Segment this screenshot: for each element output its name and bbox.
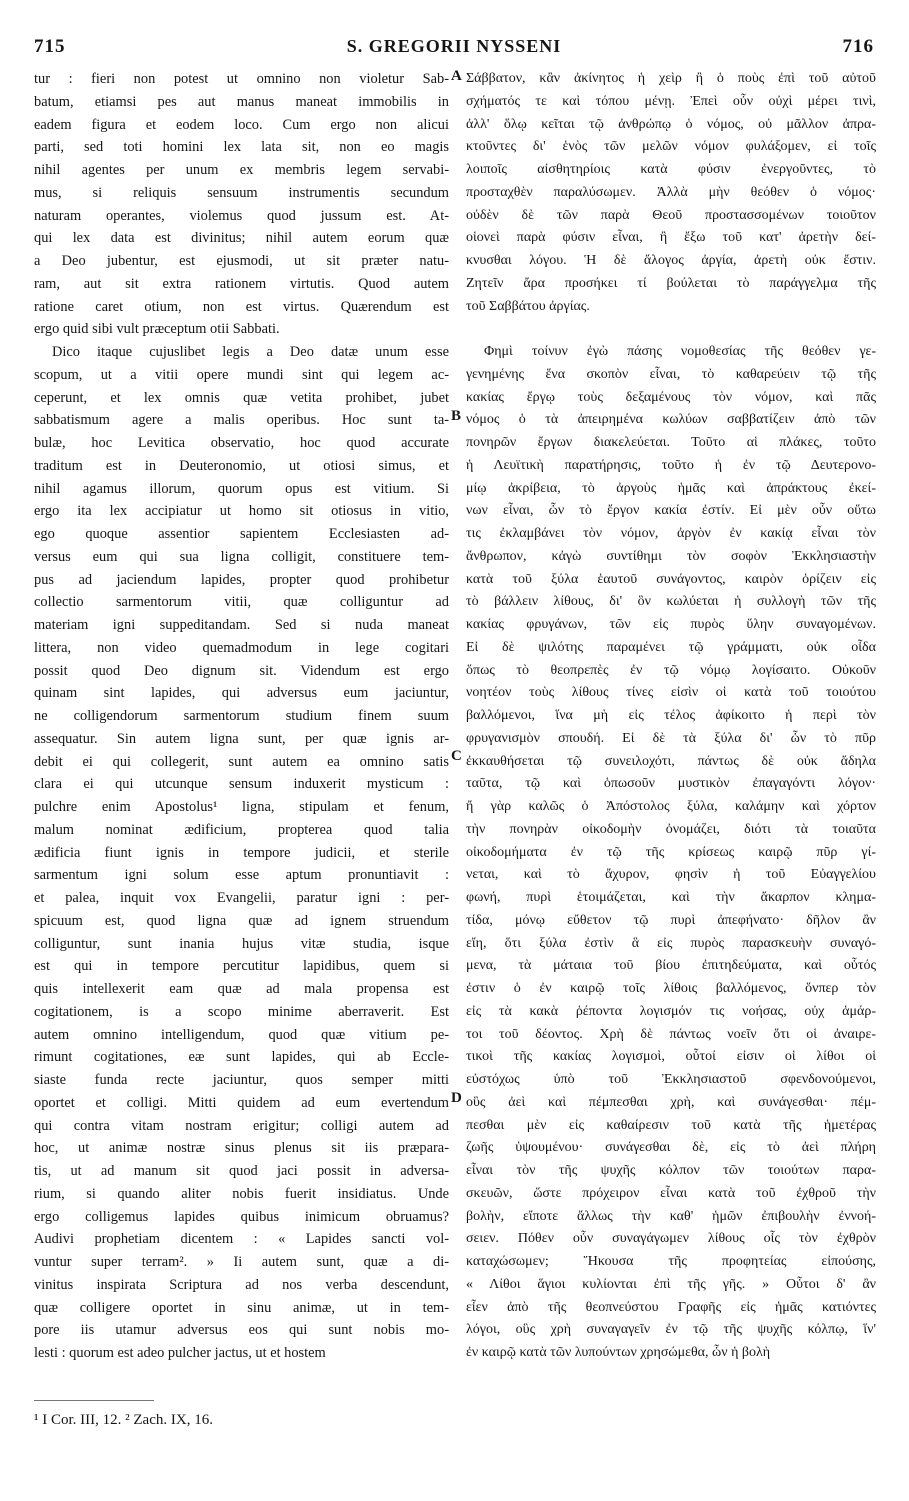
- text-line: εἴη, ὅτι ξύλα ἐστὶν ἃ εἰς πυρὸς παρασκευὴν συναγό-: [466, 935, 876, 951]
- text-line: μενα, τὰ μάταια τοῦ βίου ἐπιτηδεύματα, καὶ οὗτός: [466, 958, 876, 974]
- text-line: γενημένης ἕνα σκοπὸν εἶναι, τὸ καθαρεύειν τῷ τῆς: [466, 366, 876, 382]
- text-line: a Deo jubentur, est ejusmodi, ut sit præter natu-: [34, 253, 449, 269]
- text-line: versus eum qui sua ligna colligit, constituere tem-: [34, 548, 449, 565]
- text-line: qui lex data est divinitus; nihil autem eorum quæ: [34, 230, 449, 247]
- text-line: pus ad jaciendum lapides, propter quod prohibetur: [34, 571, 449, 588]
- text-line: pore iis utamur adversus eos qui sunt nobis mo-: [34, 1322, 449, 1339]
- text-line: νόμος ὁ τὰ ἀπειρημένα κωλύων σαββατίζειν ἀπὸ τῶν: [466, 412, 876, 428]
- text-line: sabbatismum agere a malis operibus. Hoc sunt ta-: [34, 412, 449, 429]
- text-line: batum, etiamsi pes aut manus maneat immobilis in: [34, 93, 449, 110]
- text-line: πεσθαι μὲν εἰς καθαίρεσιν τοῦ κατὰ τῆς ἡμετέρας: [466, 1117, 876, 1133]
- text-line: εἶναι τὸν τῆς ψυχῆς κόλπον τῶν τοιούτων παρα-: [466, 1163, 876, 1178]
- text-line: ram, aut sit extra rationem virtutis. Quod autem: [34, 275, 449, 292]
- text-line: ædificia fiunt ignis in tempore judicii, et sterile: [34, 844, 449, 861]
- text-line: ergo ita lex accipiatur ut homo sit otiosus in vitio,: [34, 503, 449, 520]
- text-line: κτοῦντες δι' ἑνὸς τῶν μελῶν νόμον φυλάξομεν, εἰ τοῖς: [466, 139, 876, 155]
- text-line: τις ἐκλαμβάνει τὸν νόμον, ἀργὸν ἐν κακίᾳ εἶναι τὸν: [466, 526, 876, 541]
- text-line: quis intellexerit eam quæ ad mala propensa est: [34, 981, 449, 997]
- text-line: colliguntur, sunt inania hujus vitæ studia, isque: [34, 935, 449, 952]
- text-line: κατὰ τοῦ ξύλα ἑαυτοῦ συνάγοντος, καιρὸν ὁρίζειν εἰς: [466, 571, 876, 587]
- text-line: εἰς τὰ κακὰ ῥέποντα λογισμόν τις νοήσας, οὐχ ἁμάρ-: [466, 1003, 876, 1019]
- text-line: ἤ γὰρ καλῶς ὁ Ἀπόστολος ξύλα, καλάμην καὶ χόρτον: [466, 799, 876, 814]
- text-line: ego quoque assentior sapientem Ecclesiasten ad-: [34, 526, 449, 542]
- text-line: νοητέον τοὺς λίθους τίνες εἰσὶν οἱ κατὰ τοῦ τοιούτου: [466, 685, 876, 701]
- text-line: οἱονεὶ παρὰ φύσιν εἶναι, ἢ ἔξω τοῦ κατ' ἀρετὴν δεί-: [466, 230, 876, 246]
- text-line: βαλλόμενοι, ἵνα μὴ εἰς τέλος ἀφίκοιτο ἡ περὶ τὸν: [466, 708, 876, 723]
- text-line: bulæ, hoc Levitica observatio, hoc quod accurate: [34, 435, 449, 451]
- text-line: μίῳ ἀκρίβεια, τὸ ἀργοὺς ἡμᾶς καὶ ἀπράκτους ἐκεί-: [466, 480, 876, 496]
- text-line: sarmentum igni solum esse aptum pronuntiavit :: [34, 867, 449, 884]
- footnote-rule: [34, 1400, 154, 1401]
- text-line: parti, sed toti homini lex lata sit, non eo magis: [34, 139, 449, 156]
- paragraph-gap: [466, 318, 876, 341]
- text-line: est qui in tempore percutitur lapidibus, quem si: [34, 958, 449, 975]
- text-line: Φημὶ τοίνυν ἐγὼ πάσης νομοθεσίας τῆς θεόθεν γε-: [484, 344, 876, 359]
- running-header: [34, 36, 874, 60]
- text-line: Εἰ δὲ ψιλότης παραμένει τῷ γράμματι, οὐκ οἶδα: [466, 639, 876, 655]
- page-number-right: 716: [842, 36, 874, 57]
- text-line: τὴν πονηρὰν οἰκοδομὴν ὀνομάζει, διότι τὰ τοιαῦτα: [466, 821, 876, 837]
- text-line: ἄνθρωπον, κἀγὼ συντίθημι τὸν σοφὸν Ἐκκλησιαστὴν: [466, 548, 876, 564]
- text-line: scopum, ut a vitii opere mundi sint qui legem ac-: [34, 366, 449, 383]
- text-line: vuntur super terram². » Ii autem sunt, quæ a di-: [34, 1254, 449, 1270]
- text-line: hoc, ut animæ nostræ sinus plenus sit iis præpara-: [34, 1140, 449, 1157]
- text-line: φρυγανισμὸν σπουδή. Εἰ δὲ τὰ ξύλα δι' ὧν τὸ πῦρ: [466, 730, 876, 746]
- text-line: τίδα, μόνῳ εὔθετον τῷ πυρὶ ἀπεφήνατο· δῆλον ἂν: [466, 912, 876, 928]
- text-line: debit ei qui collegerit, sunt autem ea omnino satis: [34, 753, 449, 770]
- text-line: Dico itaque cujuslibet legis a Deo datæ unum esse: [52, 344, 449, 360]
- text-line: autem omnino intelligendum, quod quæ vitium pe-: [34, 1026, 449, 1043]
- text-line: φωνή, πυρὶ ἑτοιμάζεται, καὶ τὴν ἄκαρπον κλημα-: [466, 890, 876, 905]
- text-line: ἐστιν ὁ ἐν καιρῷ τοῖς λίθοις βαλλόμενος, ὅνπερ τὸν: [466, 981, 876, 996]
- text-line: ergo quid sibi vult præceptum otii Sabbati.: [34, 321, 280, 338]
- text-line: clara ei qui utcunque sensum induxerit mysticum :: [34, 776, 449, 793]
- text-line: tis, ut ad manum sit quod jaci possit in adversa-: [34, 1163, 449, 1179]
- text-line: τικοὶ τῆς κακίας λογισμοὶ, οὗτοί εἰσιν οἱ λίθοι οἱ: [466, 1049, 876, 1065]
- text-line: ἡ Λευϊτικὴ παρατήρησις, τοῦτο ἡ ἐν τῷ Δευτερονο-: [466, 457, 876, 473]
- text-line: ergo colligemus lapides quibus inimicum obruamus?: [34, 1208, 449, 1225]
- text-line: qui contra vitam nostram erigitur; colligi autem ad: [34, 1117, 449, 1134]
- text-line: οὓς ἀεὶ καὶ πέμπεσθαι χρὴ, καὶ συνάγεσθαι· πέμ-: [466, 1094, 876, 1110]
- text-line: cogitationem, is a scopo minime aberraverit. Est: [34, 1003, 449, 1020]
- text-line: rimunt cogitationes, eæ sunt lapides, qui ab Eccle-: [34, 1049, 449, 1066]
- text-line: assequatur. Sin autem ligna sunt, per quæ ignis ar-: [34, 730, 449, 747]
- text-line: quæ colligere oportet in sinu animæ, ut in tem-: [34, 1299, 449, 1316]
- text-line: materiam igni suppeditandam. Sed si nuda maneat: [34, 617, 449, 633]
- text-line: ceperunt, et lex omnis quæ vetita prohibet, jubet: [34, 389, 449, 406]
- text-line: τοι τοῦ δέοντος. Χρὴ δὲ πάντως νοεῖν ὅτι οἱ ἀναιρε-: [466, 1026, 876, 1042]
- running-title: S. GREGORII NYSSENI: [346, 36, 562, 56]
- text-line: collectio sarmentorum vitii, quæ colliguntur ad: [34, 594, 449, 611]
- text-line: pulchre enim Apostolus¹ ligna, stipulam et fenum,: [34, 799, 449, 815]
- text-line: οὐδὲν δὲ τῶν παρὰ Θεοῦ προστασσομένων τοιοῦτον: [466, 207, 876, 223]
- text-line: nihil agamus illorum, quorum opus est vitium. Si: [34, 480, 449, 497]
- text-line: nihil agentes per unum ex membris legem servabi-: [34, 162, 449, 178]
- text-line: Σάββατον, κἂν ἀκίνητος ἡ χεὶρ ἢ ὁ ποὺς ἐπὶ τοῦ αὐτοῦ: [466, 71, 876, 86]
- page-number-left: 715: [34, 36, 66, 57]
- greek-column: [466, 68, 876, 1365]
- text-line: spicuum est, quod ligna quæ ad ignem struendum: [34, 912, 449, 929]
- text-line: naturam operantes, violemus quod jussum est. At-: [34, 207, 449, 224]
- latin-column: [34, 68, 449, 1365]
- text-line: οἰκοδομήματα ἐν τῷ τῆς κρίσεως καιρῷ πῦρ γί-: [466, 844, 876, 860]
- text-line: λοιποῖς αἰσθητηρίοις κατὰ φύσιν ἐνεργοῦντες, τὸ: [466, 162, 876, 177]
- text-line: νων εἶναι, ὧν τὸ ἔργον κακία ἐστίν. Εἰ μὲν οὖν οὕτω: [466, 503, 876, 519]
- text-line: τοῦ Σαββάτου ἀργίας.: [466, 298, 590, 314]
- text-line: Ζητεῖν ἄρα προσήκει τί βούλεται τὸ παράγγελμα τῆς: [466, 275, 876, 291]
- text-line: ζωῆς ὑψουμένου· συνάγεσθαι δὲ, εἰς τὸ ἀεὶ πλήρη: [466, 1140, 876, 1156]
- text-line: tur : fieri non potest ut omnino non violetur Sab-: [34, 71, 449, 87]
- text-line: τὸ βάλλειν λίθους, δι' ὃν κωλύεται ἡ συλλογὴ τῶν τῆς: [466, 594, 876, 610]
- text-line: et palea, inquit vox Evangelii, paratur igni : per-: [34, 890, 449, 906]
- section-marker-a: A: [451, 68, 462, 84]
- text-line: σκευῶν, ὥστε πρόχειρον εἶναι κατὰ τοῦ ἐχθροῦ τὴν: [466, 1185, 876, 1201]
- text-line: ἐν καιρῷ κατὰ τῶν λυπούντων χρησώμεθα, ὧν ἡ βολὴ: [466, 1345, 771, 1360]
- section-marker-d: D: [451, 1090, 462, 1106]
- text-line: ratione caret otium, non est virtus. Quærendum est: [34, 298, 449, 315]
- text-line: lesti : quorum est adeo pulcher jactus, ut et hostem: [34, 1345, 326, 1361]
- text-line: ἀλλ' ὅλῳ κεῖται τῷ ἀνθρώπῳ ὁ νόμος, οὐ μᾶλλον ἀπρα-: [466, 116, 876, 132]
- text-line: σειεν. Πόθεν οὖν συναγάγωμεν λίθους οἷς τὸν ἐχθρὸν: [466, 1231, 876, 1247]
- text-line: βολὴν, εἴποτε ἄλλως τὴν καθ' ἡμῶν ἐπιβουλὴν ἐννοή-: [466, 1208, 876, 1224]
- text-line: σχήματός τε καὶ τόπου μένῃ. Ἐπεὶ οὖν οὐχὶ μέρει τινὶ,: [466, 93, 876, 109]
- text-line: littera, non video quemadmodum in lege cogitari: [34, 639, 449, 656]
- text-line: ἐκκαυθήσεται τῷ συνειλοχότι, πάντως δὲ οὐκ ἄδηλα: [466, 753, 876, 769]
- text-line: Audivi prophetiam dicentem : « Lapides sancti vol-: [34, 1231, 449, 1248]
- text-line: siaste funda recte jaciuntur, quos semper mitti: [34, 1072, 449, 1088]
- text-line: κακίας ἔργῳ τοὺς δεξαμένους τὸν νόμον, καὶ πᾶς: [466, 389, 876, 405]
- text-line: ὅπως τὸ θεοπρεπὲς ἐν τῷ νόμῳ λογίσαιτο. Οὐκοῦν: [466, 662, 876, 678]
- text-line: κακίας φρυγάνων, τῶν εἰς πυρὸς ὕλην συναγομένων.: [466, 617, 876, 632]
- text-line: πονηρῶν ἔργων διακελεύεται. Τοῦτο αἱ πλάκες, τοῦτο: [466, 435, 876, 450]
- text-line: νεται, καὶ τὸ ἄχυρον, φησὶν ἡ τοῦ Εὐαγγελίου: [466, 867, 876, 883]
- footnote: ¹ I Cor. III, 12. ² Zach. IX, 16.: [34, 1412, 213, 1428]
- text-line: λόγοι, οὓς χρὴ συναγαγεῖν ἐν τῷ τῆς ψυχῆς κόλπῳ, ἵν': [466, 1322, 876, 1338]
- text-line: rium, si quando aliter nobis fuerit insidiatus. Unde: [34, 1185, 449, 1202]
- text-line: « Λίθοι ἅγιοι κυλίονται ἐπὶ τῆς γῆς. » Οὗτοι δ' ἂν: [466, 1276, 876, 1292]
- text-line: καταχώσωμεν; Ἤκουσα τῆς προφητείας εἰπούσης,: [466, 1254, 876, 1269]
- section-marker-b: B: [451, 408, 462, 424]
- text-line: εἶεν ἀπὸ τῆς θεοπνεύστου Γραφῆς εἰς ἡμᾶς κατιόντες: [466, 1299, 876, 1315]
- text-line: possit quod Deo dignum sit. Videndum est ergo: [34, 662, 449, 679]
- section-marker-c: C: [451, 748, 462, 764]
- text-line: κνυσθαι λόγου. Ἡ δὲ ἄλογος ἀργία, ἀρετὴ οὐκ ἔστιν.: [466, 253, 876, 268]
- text-line: vinitus inspirata Scriptura ad nos verba descendunt,: [34, 1276, 449, 1293]
- text-line: ne colligendorum sarmentorum studium finem suum: [34, 708, 449, 724]
- text-line: mus, si reliquis sensuum instrumentis secundum: [34, 184, 449, 201]
- text-line: oportet et colligi. Mitti quidem ad eum evertendum: [34, 1094, 449, 1111]
- text-line: ταῦτα, τῷ καὶ ὁπωσοῦν μυστικὸν ἐπαγαγόντι λόγον·: [466, 776, 876, 792]
- text-line: eadem figura et eodem loco. Cum ergo non alicui: [34, 116, 449, 133]
- text-line: malum nominat ædificium, propterea quod talia: [34, 821, 449, 838]
- text-line: εὐστόχως ὑπὸ τοῦ Ἐκκλησιαστοῦ σφενδονούμενοι,: [466, 1072, 876, 1087]
- text-line: quinam sint lapides, qui adversus eum jaciuntur,: [34, 685, 449, 702]
- text-line: traditum est in Deuteronomio, ut otiosi simus, et: [34, 457, 449, 474]
- text-line: προσταχθὲν παραλύσωμεν. Ἀλλὰ μὴν θεόθεν ὁ νόμος·: [466, 184, 876, 200]
